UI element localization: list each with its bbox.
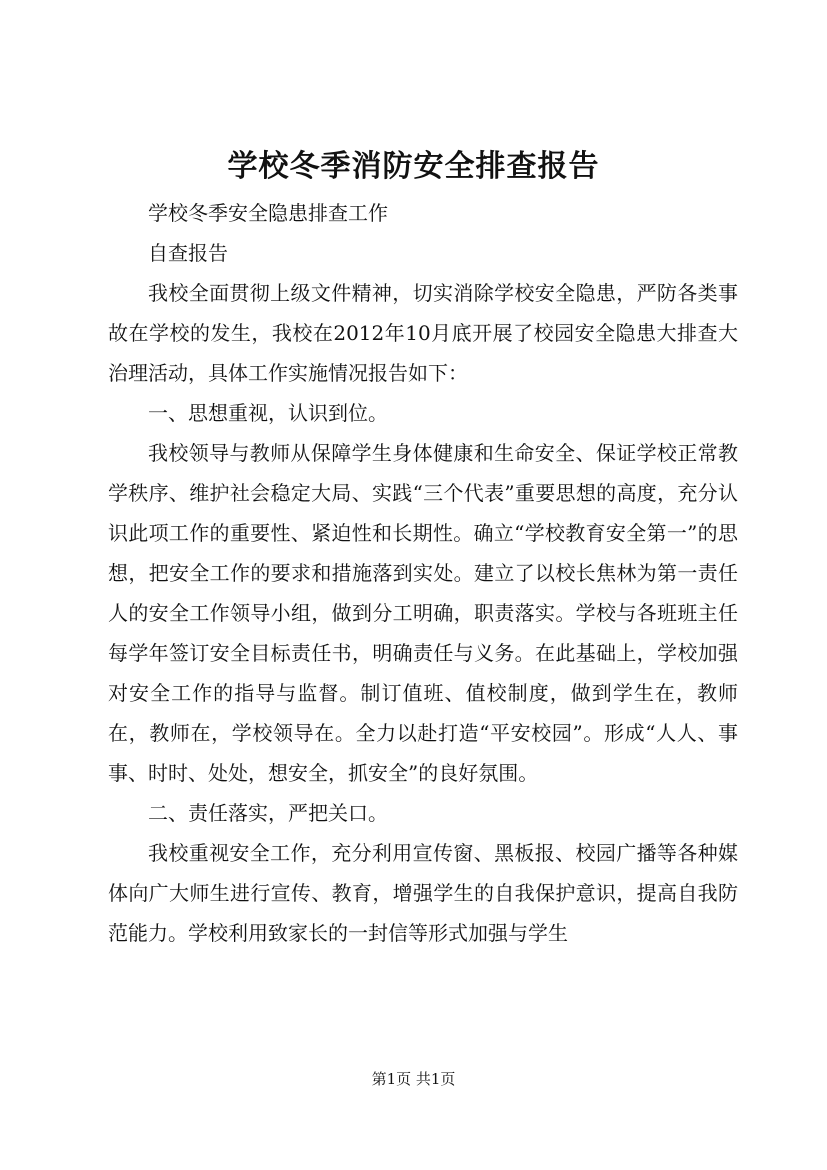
paragraph-subtitle: 学校冬季安全隐患排查工作 — [148, 201, 388, 225]
paragraph-section-2: 我校重视安全工作，充分利用宣传窗、黑板报、校园广播等各种媒体向广大师生进行宣传、教育，增强学生的自我保护意识，提高自我防范能力。学校利用致家长的一封信等形式加强与学生 — [108, 841, 738, 945]
document-body — [108, 193, 738, 953]
section-heading-1: 一、思想重视，认识到位。 — [148, 401, 388, 425]
paragraph-intro: 我校全面贯彻上级文件精神，切实消除学校安全隐患，严防各类事故在学校的发生，我校在2012年10月底开展了校园安全隐患大排查大治理活动，具体工作实施情况报告如下： — [108, 281, 738, 385]
paragraph-section-1: 我校领导与教师从保障学生身体健康和生命安全、保证学校正常教学秩序、维护社会稳定大局、实践“三个代表”重要思想的高度，充分认识此项工作的重要性、紧迫性和长期性。确立“学校教育安全第一”的思想，把安全工作的要求和措施落到实处。建立了以校长焦林为第一责任人的安全工作领导小组，做到分工明确，职责落实。学校与各班班主任每学年签订安全目标责任书，明确责任与义务。在此基础上，学校加强对安全工作的指导与监督。制订值班、值校制度，做到学生在，教师在，教师在，学校领导在。全力以赴打造“平安校园”。形成“人人、事事、时时、处处，想安全，抓安全”的良好氛围。 — [108, 441, 738, 785]
page-footer: 第1页 共1页 — [371, 1070, 456, 1088]
section-heading-2: 二、责任落实，严把关口。 — [148, 801, 388, 825]
paragraph-subtitle-2: 自查报告 — [148, 241, 228, 265]
document-title: 学校冬季消防安全排查报告 — [227, 149, 600, 184]
